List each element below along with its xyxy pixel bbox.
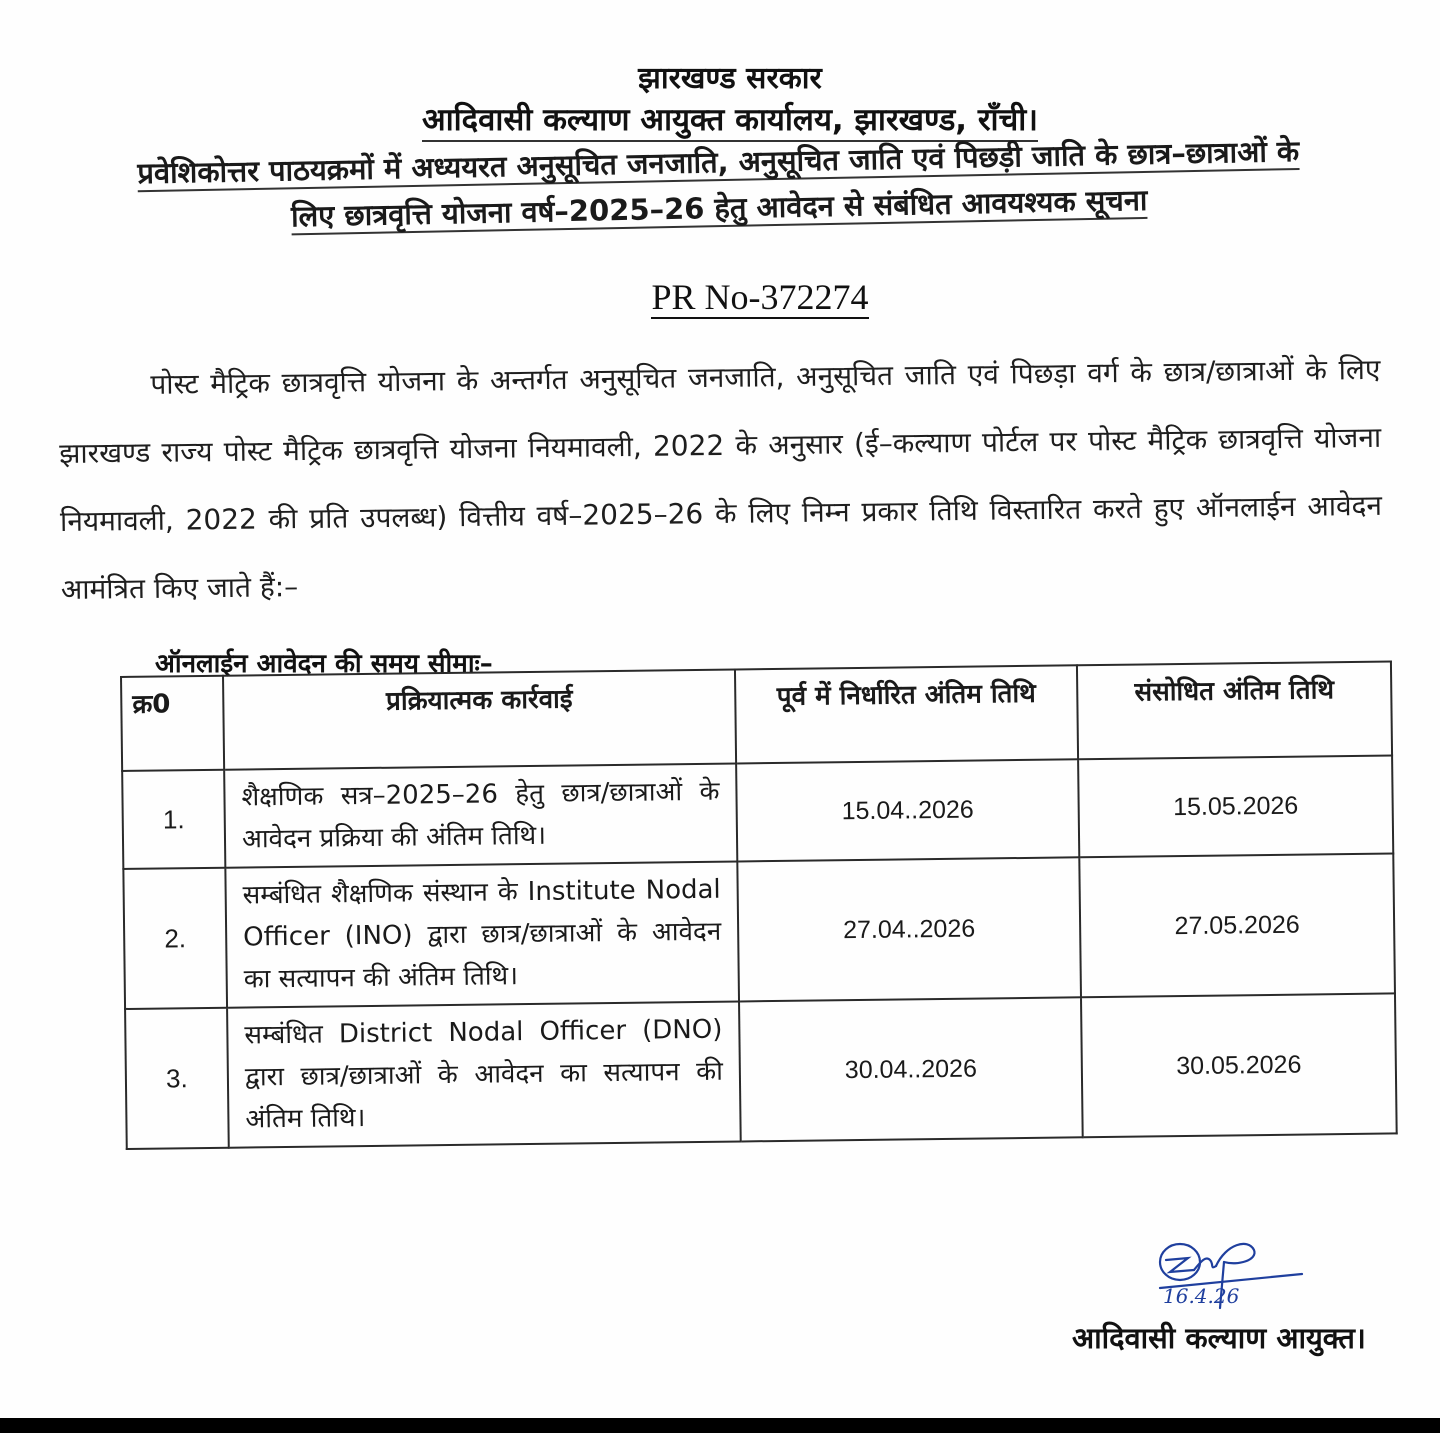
row-serial: 3. xyxy=(125,1008,229,1149)
header-serial: क्र0 xyxy=(121,676,224,771)
row-revised-deadline: 27.05.2026 xyxy=(1079,853,1395,997)
table-row xyxy=(123,853,1395,1009)
signature-date: 16.4.26 xyxy=(1163,1284,1240,1308)
row-serial: 1. xyxy=(122,770,225,869)
row-revised-deadline: 30.05.2026 xyxy=(1081,993,1397,1137)
table-caption: ऑनलाईन आवेदन की समय सीमाः– xyxy=(155,649,493,679)
header-previous-deadline: पूर्व में निर्धारित अंतिम तिथि xyxy=(735,665,1078,763)
bottom-black-bar xyxy=(0,1418,1440,1433)
header-action: प्रक्रियात्मक कार्रवाई xyxy=(223,669,736,769)
row-action: सम्बंधित District Nodal Officer (DNO) द्वारा छात्र/छात्राओं के आवेदन का सत्यापन की अंतिम तिथि। xyxy=(227,1001,741,1147)
body-paragraph: पोस्ट मैट्रिक छात्रवृत्ति योजना के अन्तर्गत अनुसूचित जनजाति, अनुसूचित जाति एवं पिछड़ा वर्ग के छात्र/छात्राओं के लिए झारखण्ड राज्य पोस्ट मैट्रिक छात्रवृत्ति योजना नियमावली, 2022 के अनुसार (ई–कल्याण पोर्टल पर पोस्ट मैट्रिक छात्रवृत्ति योजना नियमावली, 2022 की प्रति उपलब्ध) वित्तीय वर्ष–2025–26 के लिए निम्न प्रकार तिथि विस्तारित करते हुए ऑनलाईन आवेदन आमंत्रित किए जाते हैं:– xyxy=(59,352,1383,606)
row-revised-deadline: 15.05.2026 xyxy=(1078,755,1393,857)
table-row xyxy=(125,993,1397,1149)
office-heading-text: आदिवासी कल्याण आयुक्त कार्यालय, झारखण्ड, राँची। xyxy=(422,102,1038,142)
deadline-table xyxy=(120,660,1398,1150)
row-action: शैक्षणिक सत्र–2025–26 हेतु छात्र/छात्राओं के आवेदन प्रक्रिया की अंतिम तिथि। xyxy=(224,763,737,867)
header-revised-deadline: संसोधित अंतिम तिथि xyxy=(1077,661,1392,759)
pr-number xyxy=(0,276,1440,318)
table-header-row xyxy=(121,661,1392,771)
pr-number-text: PR No-372274 xyxy=(651,277,869,317)
row-previous-deadline: 27.04..2026 xyxy=(737,857,1081,1001)
table-row xyxy=(122,755,1393,869)
subject-line-2: लिए छात्रवृत्ति योजना वर्ष–2025–26 हेतु आवेदन से संबंधित आवयश्यक सूचना xyxy=(290,182,1148,234)
row-serial: 2. xyxy=(123,868,227,1009)
row-previous-deadline: 30.04..2026 xyxy=(739,997,1083,1141)
signatory-designation: आदिवासी कल्याण आयुक्त। xyxy=(1072,1321,1366,1355)
row-action: सम्बंधित शैक्षणिक संस्थान के Institute Nodal Officer (INO) द्वारा छात्र/छात्राओं के आवेदन का सत्यापन की अंतिम तिथि। xyxy=(225,861,739,1007)
notice-subject xyxy=(48,126,1390,244)
subject-line-1: प्रवेशिकोत्तर पाठयक्रमों में अध्ययरत अनुसूचित जनजाति, अनुसूचित जाति एवं पिछड़ी जाति के छात्र–छात्राओं के xyxy=(137,133,1300,191)
row-previous-deadline: 15.04..2026 xyxy=(736,759,1079,861)
government-heading: झारखण्ड सरकार xyxy=(638,61,822,96)
